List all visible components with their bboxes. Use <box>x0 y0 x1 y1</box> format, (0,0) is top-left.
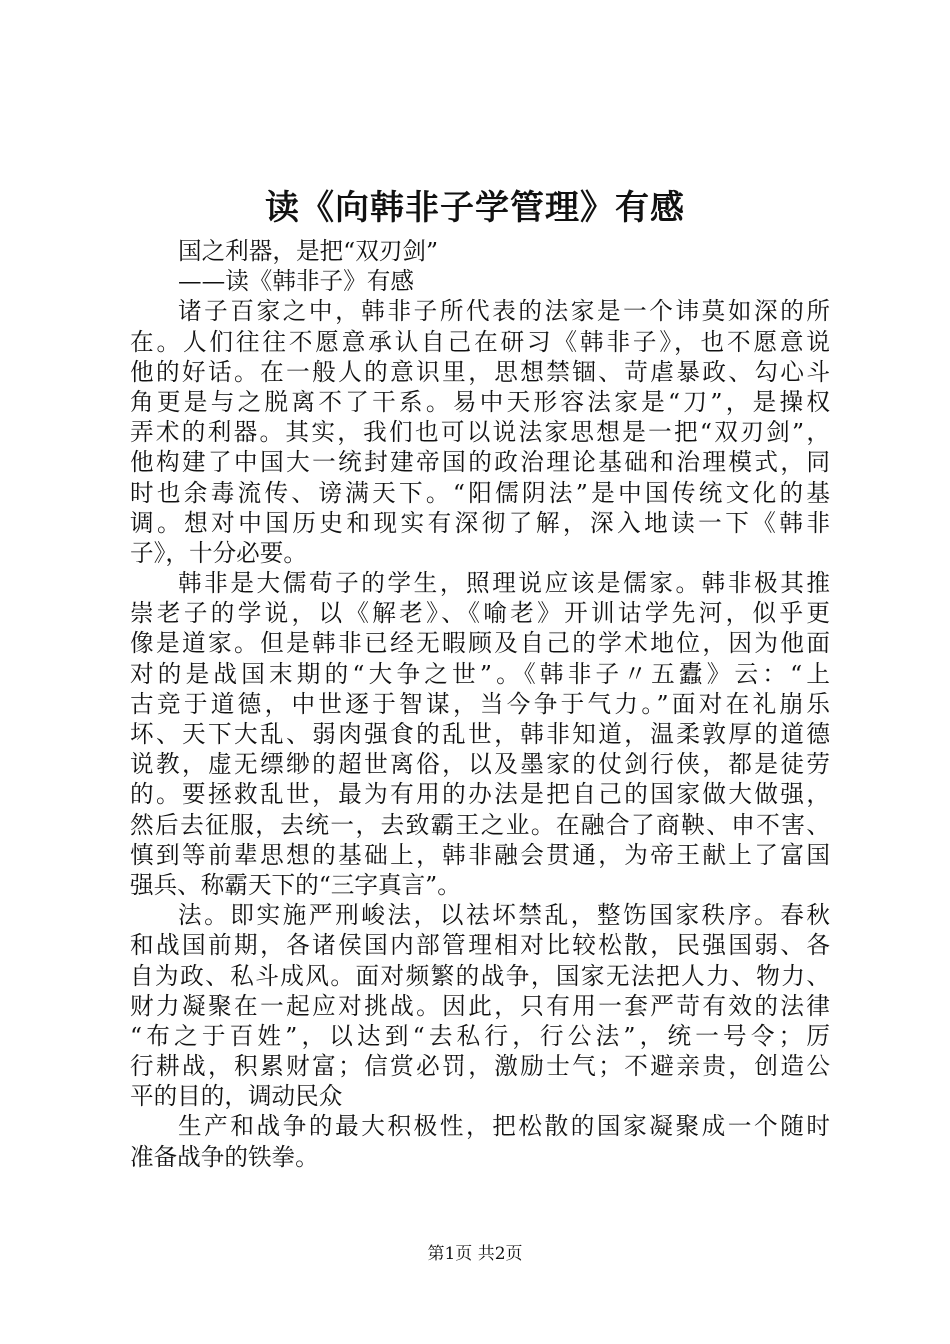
text-line: 韩非是大儒荀子的学生，照理说应该是儒家。韩非极其推 <box>178 569 830 598</box>
text-line: 弄术的利器。其实，我们也可以说法家思想是一把“双刃剑”， <box>130 418 830 447</box>
text-line: 的。要拯救乱世，最为有用的办法是把自己的国家做大做强， <box>130 780 830 809</box>
text-line: “布之于百姓”，以达到“去私行，行公法”，统一号令；厉 <box>130 1021 830 1050</box>
text-line: 在。人们往往不愿意承认自己在研习《韩非子》，也不愿意说 <box>130 327 830 356</box>
text-line: 生产和战争的最大积极性，把松散的国家凝聚成一个随时 <box>178 1112 830 1141</box>
text-line: 诸子百家之中，韩非子所代表的法家是一个讳莫如深的所 <box>178 297 830 326</box>
text-line: 角更是与之脱离不了干系。易中天形容法家是“刀”，是操权 <box>130 387 830 416</box>
text-line: 古竞于道德，中世逐于智谋，当今争于气力。”面对在礼崩乐 <box>130 689 830 718</box>
text-line: 子》，十分必要。 <box>130 538 307 567</box>
text-line: 慎到等前辈思想的基础上，韩非融会贯通，为帝王献上了富国 <box>130 840 830 869</box>
text-line: ——读《韩非子》有感 <box>178 267 414 296</box>
text-line: 平的目的，调动民众 <box>130 1082 343 1111</box>
document-title: 读《向韩非子学管理》有感 <box>265 188 685 228</box>
text-line: 他的好话。在一般人的意识里，思想禁锢、苛虐暴政、勾心斗 <box>130 357 830 386</box>
text-line: 崇老子的学说，以《解老》、《喻老》开训诂学先河，似乎更 <box>130 599 830 628</box>
text-line: 强兵、称霸天下的“三字真言”。 <box>130 870 461 899</box>
text-line: 财力凝聚在一起应对挑战。因此，只有用一套严苛有效的法律 <box>130 991 830 1020</box>
text-line: 说教，虚无缥缈的超世离俗，以及墨家的仗剑行侠，都是徒劳 <box>130 750 830 779</box>
text-line: 和战国前期，各诸侯国内部管理相对比较松散，民强国弱、各 <box>130 931 830 960</box>
text-line: 坏、天下大乱、弱肉强食的乱世，韩非知道，温柔敦厚的道德 <box>130 720 830 748</box>
text-line: 准备战争的铁拳。 <box>130 1142 319 1171</box>
text-line: 时也余毒流传、谤满天下。“阳儒阴法”是中国传统文化的基 <box>130 478 830 507</box>
document-body <box>130 236 830 1172</box>
text-line: 对的是战国末期的“大争之世”。《韩非子〃五蠹》云：“上 <box>130 659 830 688</box>
text-line: 行耕战，积累财富；信赏必罚，激励士气；不避亲贵，创造公 <box>130 1052 830 1081</box>
text-line: 像是道家。但是韩非已经无暇顾及自己的学术地位，因为他面 <box>130 629 830 658</box>
text-line: 自为政、私斗成风。面对频繁的战争，国家无法把人力、物力、 <box>130 961 830 990</box>
page-footer: 第1页 共2页 <box>427 1244 523 1264</box>
text-line: 调。想对中国历史和现实有深彻了解，深入地读一下《韩非 <box>130 508 830 537</box>
text-line: 然后去征服，去统一，去致霸王之业。在融合了商鞅、申不害、 <box>130 810 830 839</box>
text-line: 法。即实施严刑峻法，以祛坏禁乱，整饬国家秩序。春秋 <box>178 901 830 930</box>
text-line: 他构建了中国大一统封建帝国的政治理论基础和治理模式，同 <box>130 448 830 477</box>
text-line: 国之利器，是把“双刃剑” <box>178 237 439 265</box>
